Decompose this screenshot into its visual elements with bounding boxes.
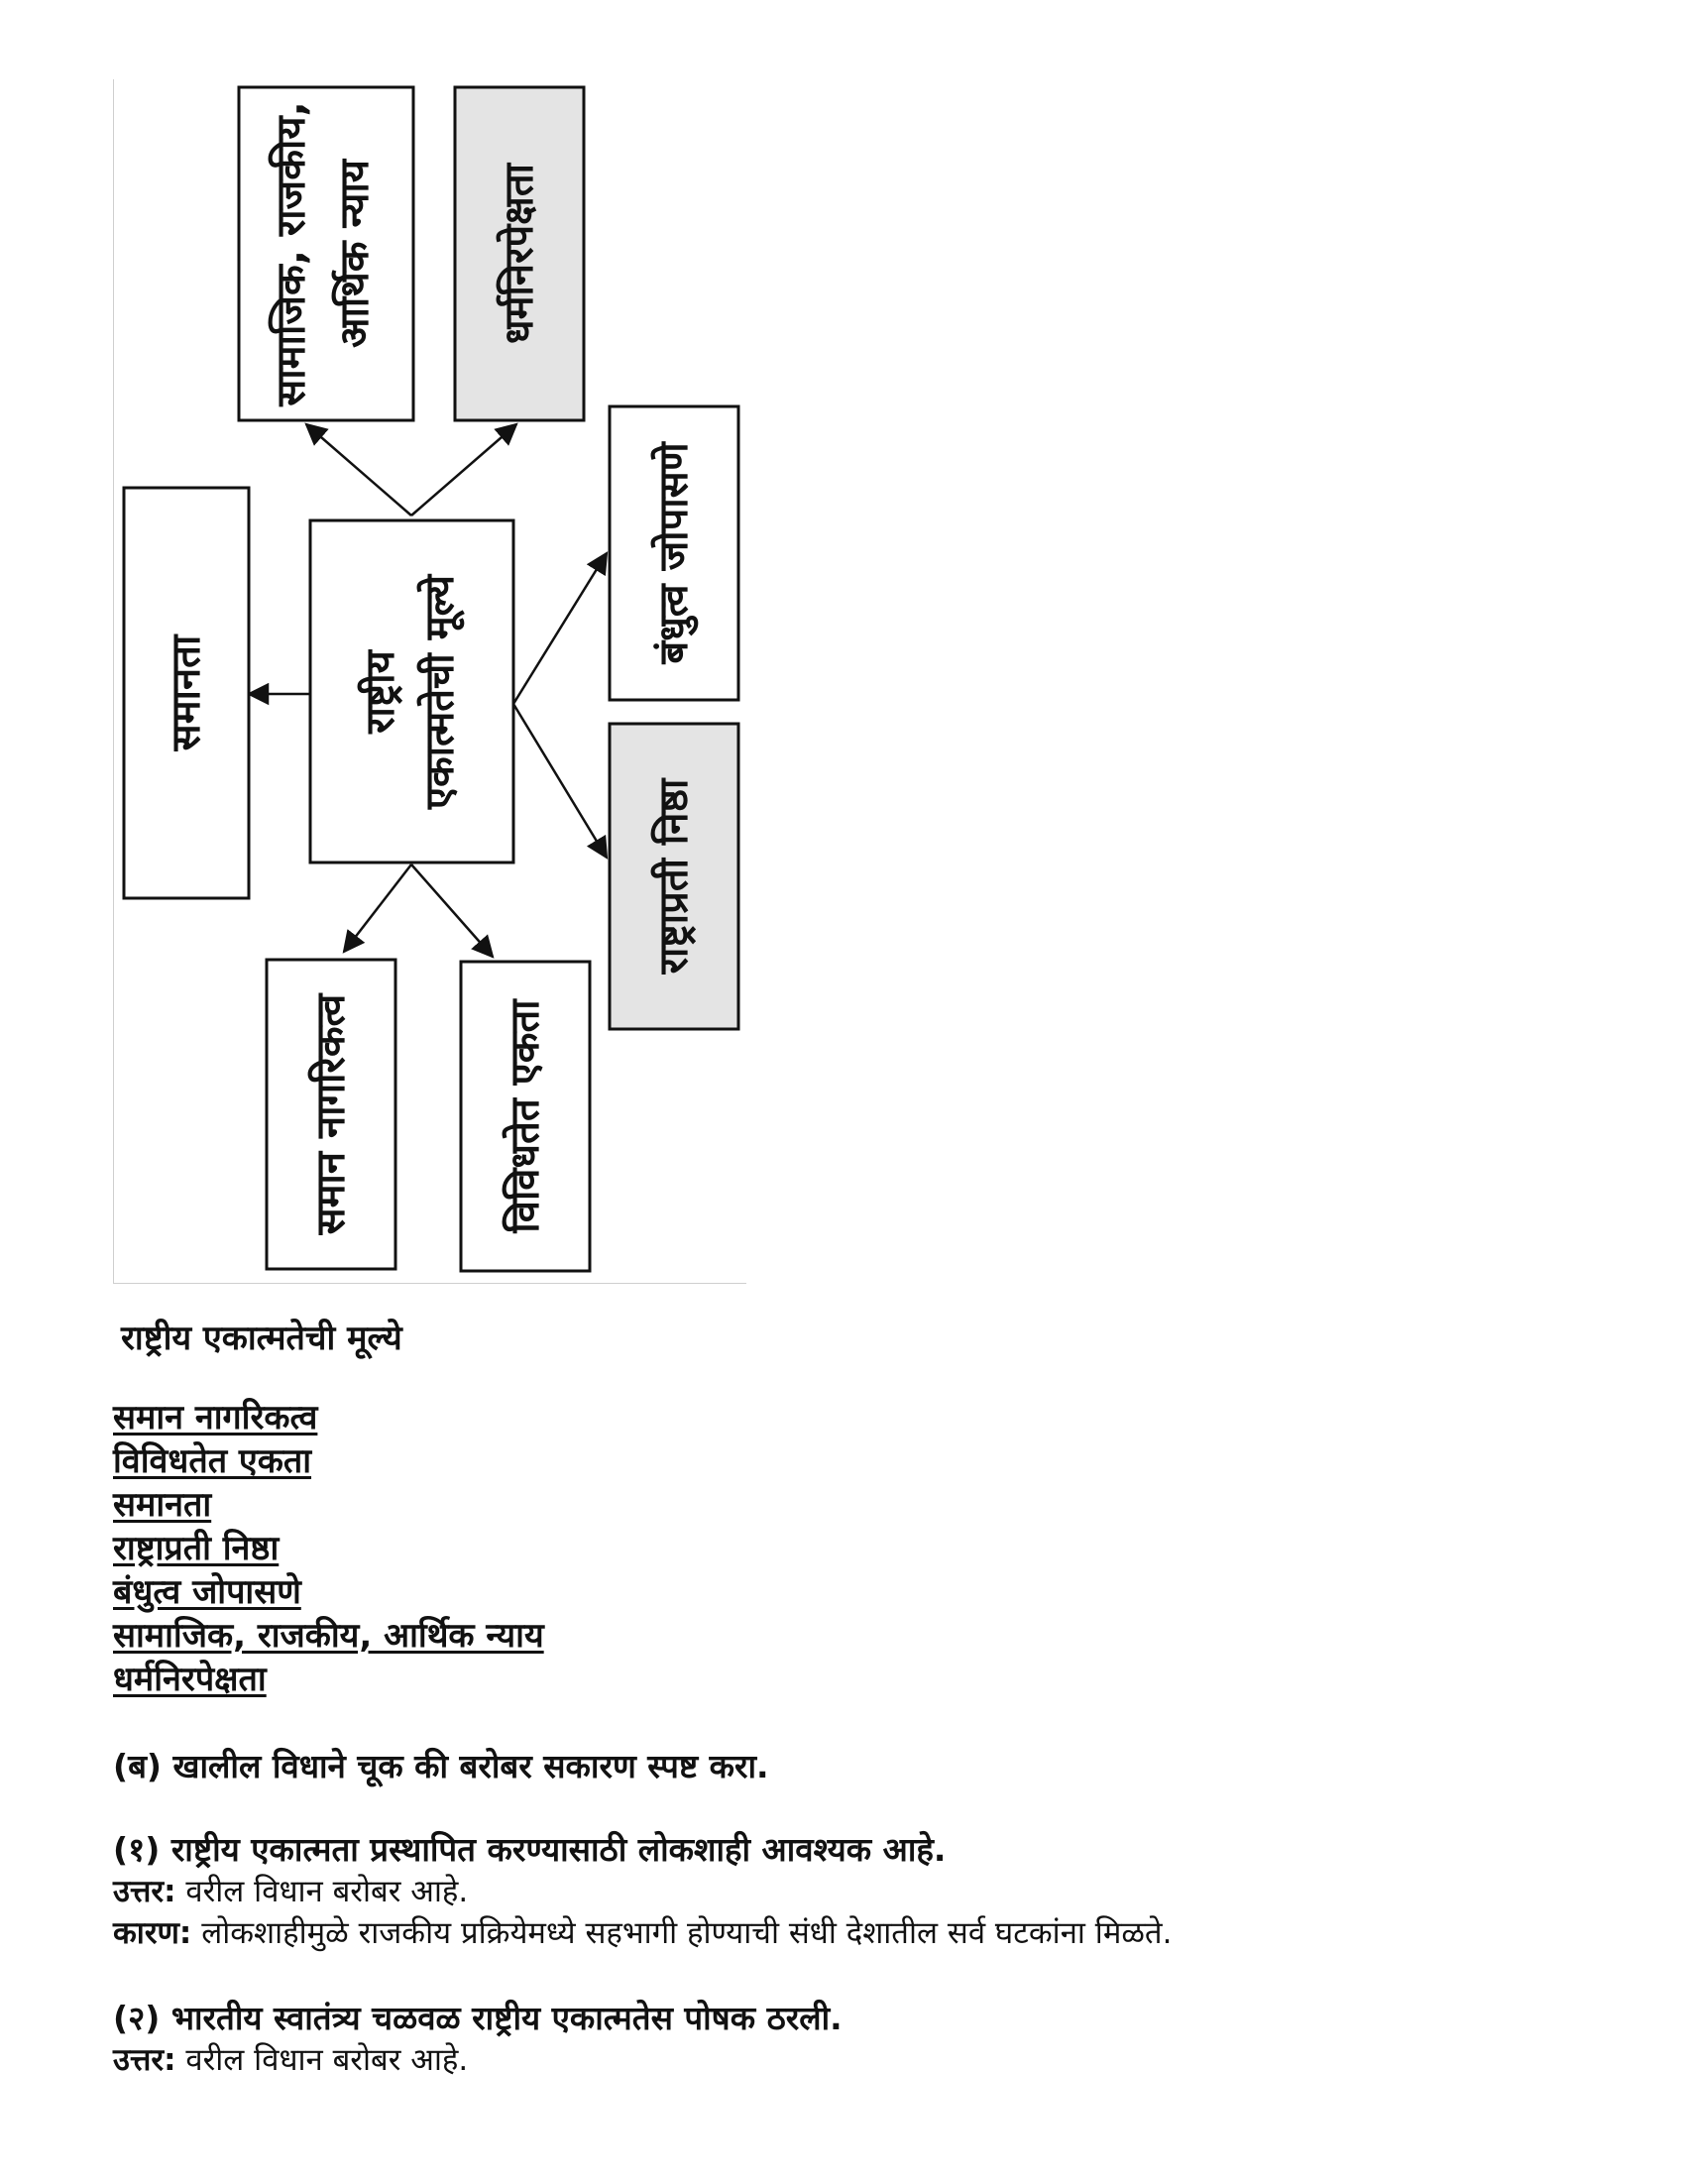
arrow-to-common-citizenship <box>344 864 411 952</box>
section-b-heading: (ब) खालील विधाने चूक की बरोबर सकारण स्पष्ट करा. <box>113 1747 769 1785</box>
arrow-to-social-justice <box>306 424 411 516</box>
arrow-to-fraternity <box>513 553 607 704</box>
answer-text: वरील विधान बरोबर आहे. <box>185 1874 469 1909</box>
unity-in-diversity-label: विविधतेत एकता <box>503 999 548 1233</box>
answer-label: उत्तर: <box>113 2042 176 2078</box>
list-item: राष्ट्राप्रती निष्ठा <box>113 1529 280 1568</box>
fraternity-label: बंधुत्व जोपासणे <box>651 442 697 664</box>
social-justice-line1: सामाजिक, राजकीय, <box>269 101 314 406</box>
list-item: धर्मनिरपेक्षता <box>113 1660 267 1699</box>
list-item: सामाजिक, राजकीय, आर्थिक न्याय <box>113 1616 544 1656</box>
arrow-to-secularism <box>411 424 516 516</box>
reason-label: कारण: <box>113 1915 192 1951</box>
diagram-caption: राष्ट्रीय एकात्मतेची मूल्ये <box>121 1319 402 1358</box>
center-line1: राष्ट्रीय <box>358 650 403 734</box>
concept-diagram <box>113 79 746 1284</box>
loyalty-label: राष्ट्राप्रती निष्ठा <box>651 778 697 975</box>
question-2: (२) भारतीय स्वातंत्र्य चळवळ राष्ट्रीय एकात्मतेस पोषक ठरली. <box>113 1999 843 2037</box>
values-list <box>113 1396 544 1701</box>
answer-2 <box>113 2038 468 2080</box>
social-justice-line2: आर्थिक न्याय <box>332 159 378 349</box>
reason-1 <box>113 1911 1172 1953</box>
node-social-justice <box>239 87 413 420</box>
answer-1 <box>113 1870 468 1911</box>
center-line2: एकात्मतेची मूल्ये <box>417 574 463 810</box>
common-citizenship-label: समान नागरिकत्व <box>308 993 354 1235</box>
list-item: बंधुत्व जोपासणे <box>113 1572 301 1612</box>
reason-text: लोकशाहीमुळे राजकीय प्रक्रियेमध्ये सहभागी होण्याची संधी देशातील सर्व घटकांना मिळते. <box>201 1915 1173 1951</box>
list-item: समान नागरिकत्व <box>113 1398 318 1437</box>
diagram-svg <box>114 79 746 1283</box>
equality-label: समानता <box>164 634 209 751</box>
arrow-to-loyalty <box>513 704 607 858</box>
answer-label: उत्तर: <box>113 1874 176 1909</box>
list-item: समानता <box>113 1485 212 1525</box>
question-1: (१) राष्ट्रीय एकात्मता प्रस्थापित करण्यासाठी लोकशाही आवश्यक आहे. <box>113 1830 947 1869</box>
secularism-label: धर्मनिरपेक्षता <box>497 164 542 344</box>
answer-text: वरील विधान बरोबर आहे. <box>185 2042 469 2078</box>
node-center <box>310 520 513 862</box>
list-item: विविधतेत एकता <box>113 1441 312 1481</box>
arrow-to-unity-in-diversity <box>411 864 493 957</box>
